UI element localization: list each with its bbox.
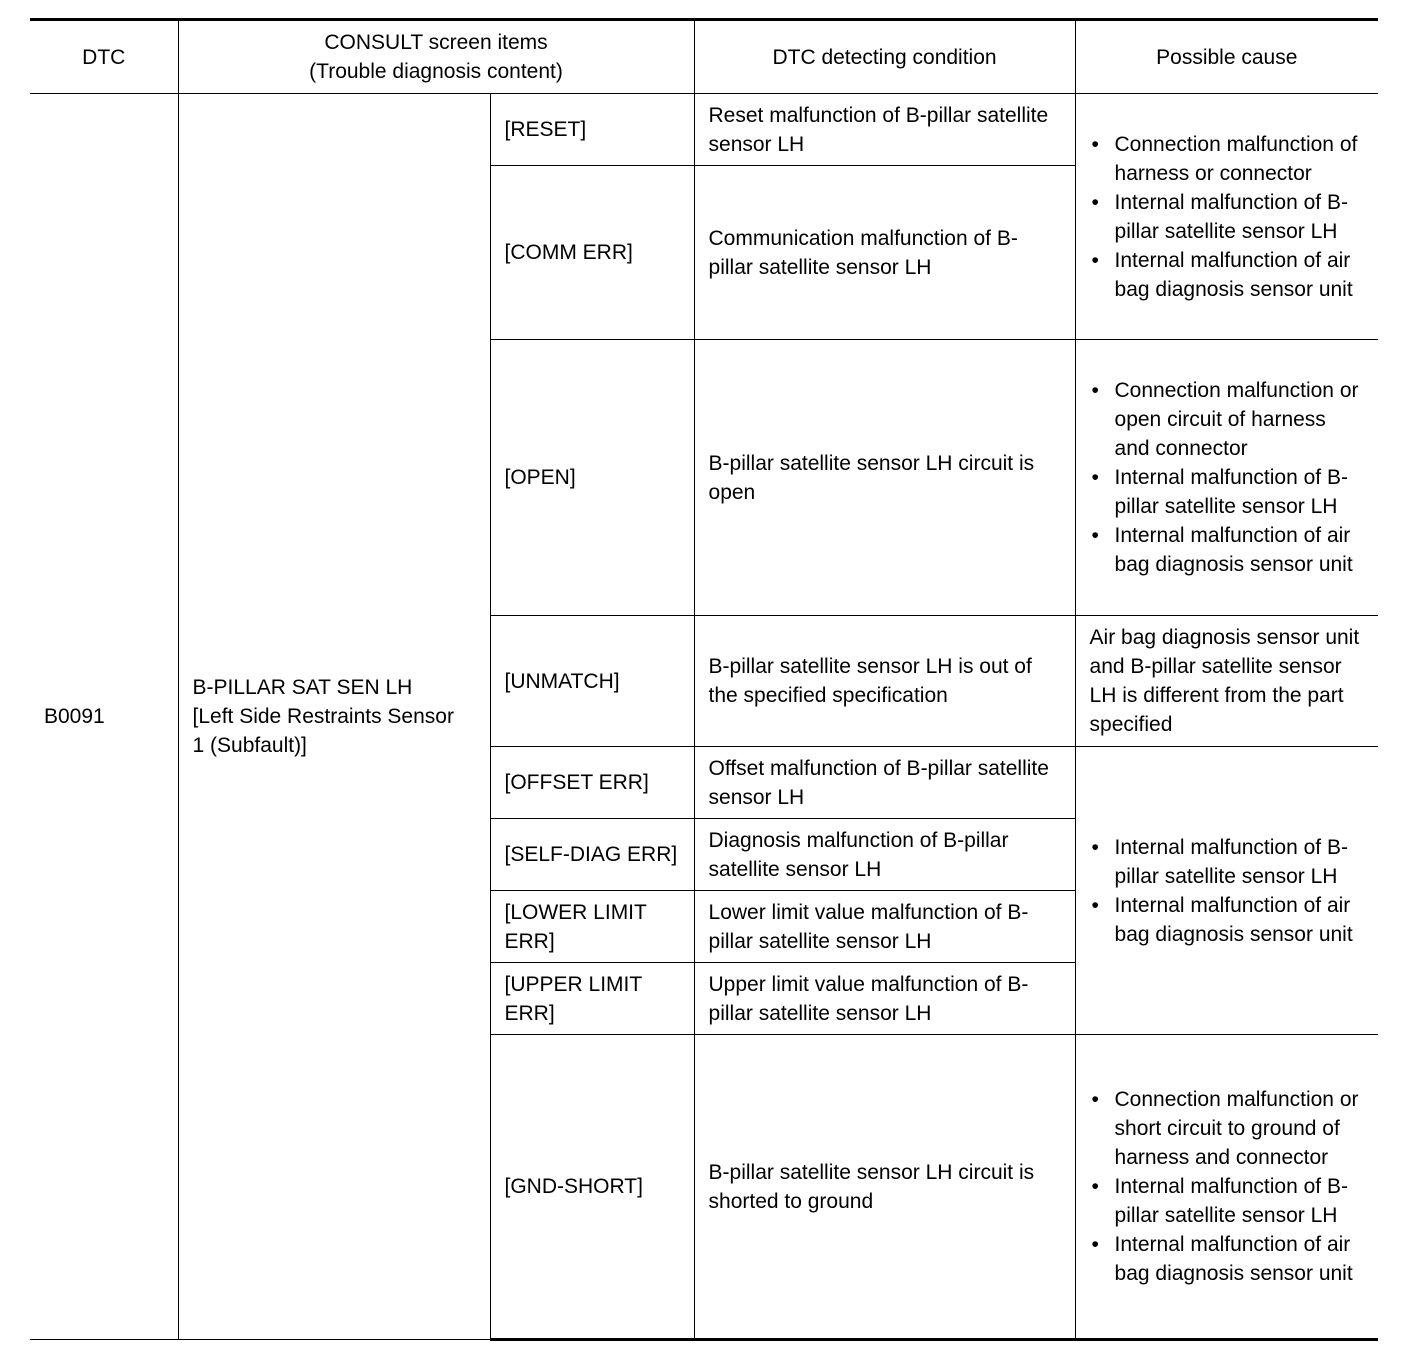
screen-item-line2: [Left Side Restraints Sensor (192, 705, 454, 728)
condition-reset: Reset malfunction of B-pillar satellite sensor LH (694, 94, 1075, 166)
screen-item-line1: B-PILLAR SAT SEN LH (192, 676, 413, 699)
screen-item-line3: 1 (Subfault)] (192, 734, 307, 757)
header-condition: DTC detecting condition (694, 20, 1075, 94)
cause-offset-group (1075, 747, 1378, 1035)
condition-offset-err: Offset malfunction of B-pillar satellite sensor LH (694, 747, 1075, 819)
item-unmatch: [UNMATCH] (490, 616, 694, 747)
header-cause: Possible cause (1075, 20, 1378, 94)
dtc-code: B0091 (30, 94, 178, 1340)
condition-upper-limit-err: Upper limit value malfunction of B-pillar satellite sensor LH (694, 963, 1075, 1035)
cause-item: • Internal malfunction of air bag diagnosis sensor unit (1090, 521, 1365, 579)
cause-item: • Internal malfunction of B-pillar satellite sensor LH (1090, 463, 1365, 521)
cause-item: • Internal malfunction of air bag diagnosis sensor unit (1090, 891, 1365, 949)
dtc-table (30, 18, 1378, 1341)
cause-item: • Connection malfunction or open circuit of harness and connector (1090, 376, 1365, 463)
cause-list (1090, 130, 1365, 304)
item-self-diag-err: [SELF-DIAG ERR] (490, 819, 694, 891)
item-reset: [RESET] (490, 94, 694, 166)
condition-self-diag-err: Diagnosis malfunction of B-pillar satellite sensor LH (694, 819, 1075, 891)
header-dtc: DTC (30, 20, 178, 94)
header-screen-items-line1: CONSULT screen items (324, 31, 548, 54)
cause-item: • Internal malfunction of air bag diagnosis sensor unit (1090, 246, 1365, 304)
condition-unmatch: B-pillar satellite sensor LH is out of the specified specification (694, 616, 1075, 747)
cause-item: • Internal malfunction of B-pillar satellite sensor LH (1090, 1172, 1365, 1230)
condition-open: B-pillar satellite sensor LH circuit is open (694, 340, 1075, 616)
condition-comm-err: Communication malfunction of B-pillar satellite sensor LH (694, 166, 1075, 340)
cause-item: • Internal malfunction of B-pillar satellite sensor LH (1090, 833, 1365, 891)
cause-list (1090, 1085, 1365, 1288)
item-offset-err: [OFFSET ERR] (490, 747, 694, 819)
cause-item: • Connection malfunction or short circuit to ground of harness and connector (1090, 1085, 1365, 1172)
item-comm-err: [COMM ERR] (490, 166, 694, 340)
cause-unmatch: Air bag diagnosis sensor unit and B-pillar satellite sensor LH is different from the part specified (1075, 616, 1378, 747)
item-open: [OPEN] (490, 340, 694, 616)
cause-list (1090, 376, 1365, 579)
item-gnd-short: [GND-SHORT] (490, 1035, 694, 1340)
table-row (30, 94, 1378, 166)
header-screen-items-line2: (Trouble diagnosis content) (309, 60, 563, 83)
cause-reset-comm (1075, 94, 1378, 340)
condition-lower-limit-err: Lower limit value malfunction of B-pillar satellite sensor LH (694, 891, 1075, 963)
cause-item: • Internal malfunction of B-pillar satellite sensor LH (1090, 188, 1365, 246)
screen-item (178, 94, 490, 1340)
cause-gnd-short (1075, 1035, 1378, 1340)
cause-item: • Connection malfunction of harness or connector (1090, 130, 1365, 188)
header-row (30, 20, 1378, 94)
cause-list (1090, 833, 1365, 949)
item-lower-limit-err: [LOWER LIMIT ERR] (490, 891, 694, 963)
header-screen-items (178, 20, 694, 94)
cause-open (1075, 340, 1378, 616)
cause-item: • Internal malfunction of air bag diagnosis sensor unit (1090, 1230, 1365, 1288)
item-upper-limit-err: [UPPER LIMIT ERR] (490, 963, 694, 1035)
condition-gnd-short: B-pillar satellite sensor LH circuit is shorted to ground (694, 1035, 1075, 1340)
